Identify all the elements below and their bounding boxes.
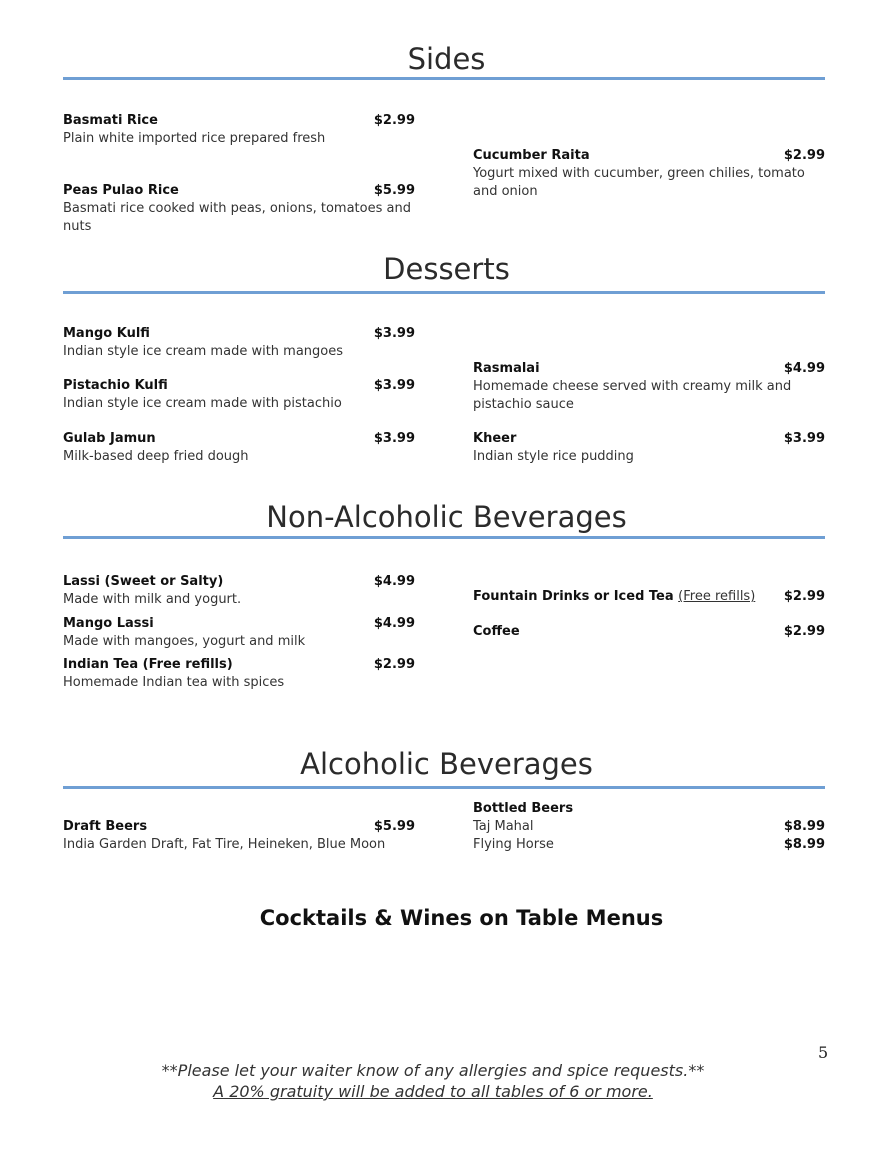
item-price: $5.99 bbox=[373, 183, 415, 198]
item-description: Made with mangoes, yogurt and milk bbox=[63, 634, 306, 649]
item-name: Coffee bbox=[473, 624, 520, 639]
menu-item-pistachio-kulfi bbox=[63, 377, 415, 413]
menu-item-kheer bbox=[473, 430, 825, 466]
item-price: $5.99 bbox=[373, 819, 415, 834]
item-name: Mango Lassi bbox=[63, 616, 154, 631]
allergy-note: **Please let your waiter know of any allergies and spice requests.** bbox=[161, 1061, 705, 1080]
item-description: Indian style rice pudding bbox=[473, 449, 634, 464]
item-name-text: Fountain Drinks or Iced Tea bbox=[473, 589, 674, 604]
item-name: Peas Pulao Rice bbox=[63, 183, 179, 198]
item-name: Draft Beers bbox=[63, 819, 148, 834]
cocktails-note: Cocktails & Wines on Table Menus bbox=[259, 906, 664, 930]
item-name: Kheer bbox=[473, 431, 517, 446]
desserts-title: Desserts bbox=[383, 252, 510, 286]
menu-item-gulab-jamun bbox=[63, 430, 415, 466]
item-description: India Garden Draft, Fat Tire, Heineken, Blue Moon bbox=[63, 837, 386, 852]
item-name: Basmati Rice bbox=[63, 113, 158, 128]
item-name: Pistachio Kulfi bbox=[63, 378, 168, 393]
alcoholic-divider bbox=[63, 786, 825, 789]
item-name: Gulab Jamun bbox=[63, 431, 156, 446]
item-description: Plain white imported rice prepared fresh bbox=[63, 131, 326, 146]
free-refills-note: (Free refills) bbox=[678, 589, 756, 604]
item-price: $4.99 bbox=[373, 574, 415, 589]
bottled-beer-name: Flying Horse bbox=[473, 837, 554, 852]
bottled-beer-row bbox=[473, 818, 825, 836]
sides-divider bbox=[63, 77, 825, 80]
page-number: 5 bbox=[818, 1043, 829, 1062]
item-name: Indian Tea (Free refills) bbox=[63, 657, 233, 672]
menu-item-rasmalai bbox=[473, 360, 825, 414]
item-description: Indian style ice cream made with pistachio bbox=[63, 396, 342, 411]
menu-item-peas-pulao-rice bbox=[63, 182, 415, 236]
item-description: Homemade cheese served with creamy milk and pistachio sauce bbox=[473, 379, 792, 412]
menu-item-mango-kulfi bbox=[63, 325, 415, 361]
item-price: $2.99 bbox=[373, 657, 415, 672]
item-price: $4.99 bbox=[783, 361, 825, 376]
non-alcoholic-title: Non-Alcoholic Beverages bbox=[266, 500, 627, 534]
alcoholic-title: Alcoholic Beverages bbox=[300, 747, 593, 781]
menu-item-mango-lassi bbox=[63, 615, 415, 651]
item-description: Homemade Indian tea with spices bbox=[63, 675, 285, 690]
item-price: $2.99 bbox=[373, 113, 415, 128]
item-name: Rasmalai bbox=[473, 361, 540, 376]
bottled-beer-row bbox=[473, 836, 825, 854]
bottled-beers-block bbox=[473, 800, 825, 854]
item-price: $2.99 bbox=[783, 589, 825, 604]
menu-item-indian-tea bbox=[63, 656, 415, 692]
menu-item-coffee bbox=[473, 623, 825, 641]
sides-title: Sides bbox=[407, 42, 486, 76]
item-description: Indian style ice cream made with mangoes bbox=[63, 344, 344, 359]
item-name: Lassi (Sweet or Salty) bbox=[63, 574, 224, 589]
menu-item-lassi bbox=[63, 573, 415, 609]
item-price: $3.99 bbox=[783, 431, 825, 446]
bottled-beers-heading: Bottled Beers bbox=[473, 801, 574, 816]
desserts-divider bbox=[63, 291, 825, 294]
bottled-beer-price: $8.99 bbox=[783, 837, 825, 852]
item-description: Made with milk and yogurt. bbox=[63, 592, 242, 607]
item-name: Mango Kulfi bbox=[63, 326, 150, 341]
item-price: $3.99 bbox=[373, 326, 415, 341]
item-name bbox=[473, 588, 825, 606]
item-name: Cucumber Raita bbox=[473, 148, 590, 163]
menu-item-draft-beers bbox=[63, 818, 415, 854]
bottled-beer-price: $8.99 bbox=[783, 819, 825, 834]
item-description: Basmati rice cooked with peas, onions, tomatoes and nuts bbox=[63, 201, 411, 234]
menu-item-cucumber-raita bbox=[473, 147, 825, 201]
item-description: Milk-based deep fried dough bbox=[63, 449, 249, 464]
item-price: $2.99 bbox=[783, 148, 825, 163]
menu-item-fountain-drinks bbox=[473, 588, 825, 606]
menu-item-basmati-rice bbox=[63, 112, 415, 148]
item-price: $3.99 bbox=[373, 431, 415, 446]
item-price: $4.99 bbox=[373, 616, 415, 631]
gratuity-note: A 20% gratuity will be added to all tables of 6 or more. bbox=[213, 1082, 653, 1101]
item-price: $2.99 bbox=[783, 624, 825, 639]
bottled-beer-name: Taj Mahal bbox=[473, 819, 534, 834]
non-alcoholic-divider bbox=[63, 536, 825, 539]
item-price: $3.99 bbox=[373, 378, 415, 393]
item-description: Yogurt mixed with cucumber, green chilies, tomato and onion bbox=[473, 166, 805, 199]
